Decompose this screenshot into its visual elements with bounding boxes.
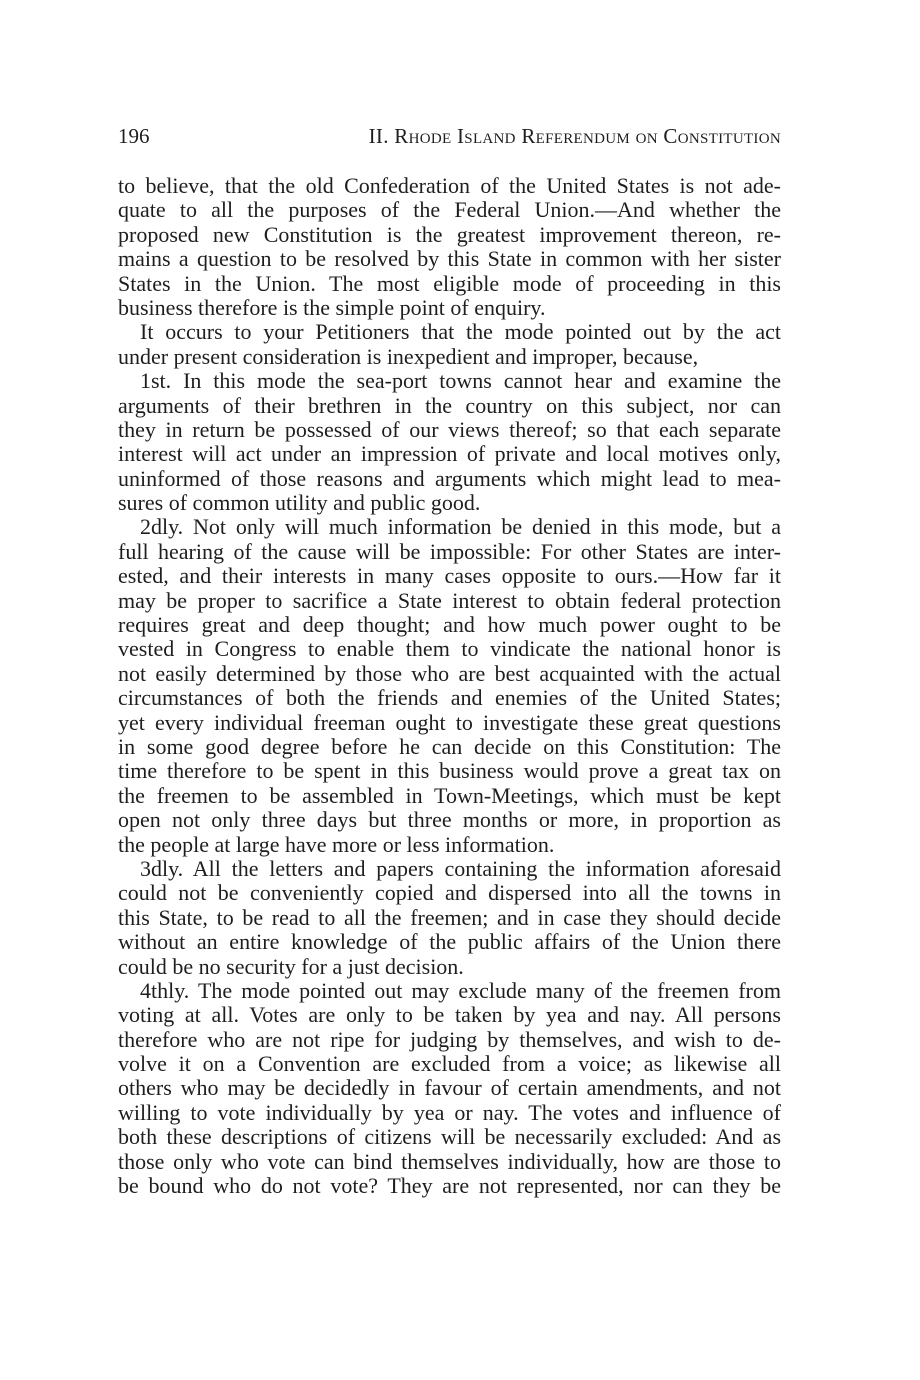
text-line: It occurs to your Petitioners that the mode pointed out by the act (140, 319, 781, 345)
text-line: proposed new Constitution is the greatest improvement thereon, re- (118, 221, 781, 247)
text-line: volve it on a Convention are excluded from a voice; as likewise all (118, 1051, 781, 1077)
paragraph (118, 369, 781, 515)
page-header (118, 124, 781, 148)
text-line: in some good degree before he can decide on this Constitution: The (118, 733, 781, 759)
text-line: 2dly. Not only will much information be denied in this mode, but a (140, 514, 781, 540)
text-line: voting at all. Votes are only to be taken by yea and nay. All persons (118, 1002, 781, 1028)
text-line: circumstances of both the friends and enemies of the United States; (118, 685, 781, 711)
text-line: not easily determined by those who are best acquainted with the actual (118, 660, 781, 686)
text-line: they in return be possessed of our views thereof; so that each separate (118, 416, 781, 442)
text-line: quate to all the purposes of the Federal Union.—And whether the (118, 197, 781, 223)
paragraph (118, 174, 781, 320)
text-line: 3dly. All the letters and papers containing the information aforesaid (140, 855, 781, 881)
text-line: vested in Congress to enable them to vindicate the national honor is (118, 636, 781, 662)
text-line: States in the Union. The most eligible mode of proceeding in this (118, 270, 781, 296)
page-number: 196 (118, 124, 150, 148)
text-line: open not only three days but three months or more, in proportion as (118, 807, 781, 833)
text-line: may be proper to sacrifice a State interest to obtain federal protection (118, 587, 781, 613)
text-line: time therefore to be spent in this business would prove a great tax on (118, 758, 781, 784)
running-head: II. Rhode Island Referendum on Constitution (368, 124, 781, 148)
text-line: could be no security for a just decision. (118, 953, 464, 979)
body-text (118, 174, 781, 1198)
text-line: without an entire knowledge of the public affairs of the Union there (118, 929, 781, 955)
text-line: therefore who are not ripe for judging by themselves, and wish to de- (118, 1026, 781, 1052)
text-line: full hearing of the cause will be impossible: For other States are inter- (118, 538, 781, 564)
text-line: those only who vote can bind themselves individually, how are those to (118, 1148, 781, 1174)
text-line: could not be conveniently copied and dispersed into all the towns in (118, 880, 781, 906)
text-line: mains a question to be resolved by this State in common with her sister (118, 246, 781, 272)
text-line: be bound who do not vote? They are not represented, nor can they be (118, 1173, 781, 1199)
text-line: yet every individual freeman ought to investigate these great questions (118, 709, 781, 735)
text-line: others who may be decidedly in favour of certain amendments, and not (118, 1075, 781, 1101)
text-line: 4thly. The mode pointed out may exclude many of the freemen from (140, 977, 781, 1003)
text-line: uninformed of those reasons and arguments which might lead to mea- (118, 465, 781, 491)
paragraph (118, 979, 781, 1199)
text-line: to believe, that the old Confederation of the United States is not ade- (118, 173, 781, 198)
text-line: requires great and deep thought; and how much power ought to be (118, 612, 781, 638)
text-line: this State, to be read to all the freemen; and in case they should decide (118, 904, 781, 930)
paragraph (118, 857, 781, 979)
text-line: 1st. In this mode the sea-port towns cannot hear and examine the (140, 368, 781, 394)
text-line: interest will act under an impression of private and local motives only, (118, 441, 781, 467)
text-line: sures of common utility and public good. (118, 490, 481, 516)
text-line: under present consideration is inexpedient and improper, because, (118, 343, 699, 369)
paragraph (118, 320, 781, 369)
text-line: willing to vote individually by yea or nay. The votes and influence of (118, 1099, 781, 1125)
paragraph (118, 515, 781, 856)
text-line: the people at large have more or less information. (118, 831, 555, 857)
text-line: arguments of their brethren in the country on this subject, nor can (118, 392, 781, 418)
text-line: the freemen to be assembled in Town-Meetings, which must be kept (118, 782, 781, 808)
text-line: ested, and their interests in many cases opposite to ours.—How far it (118, 563, 781, 589)
text-line: both these descriptions of citizens will be necessarily excluded: And as (118, 1124, 781, 1150)
text-line: business therefore is the simple point of enquiry. (118, 294, 546, 320)
